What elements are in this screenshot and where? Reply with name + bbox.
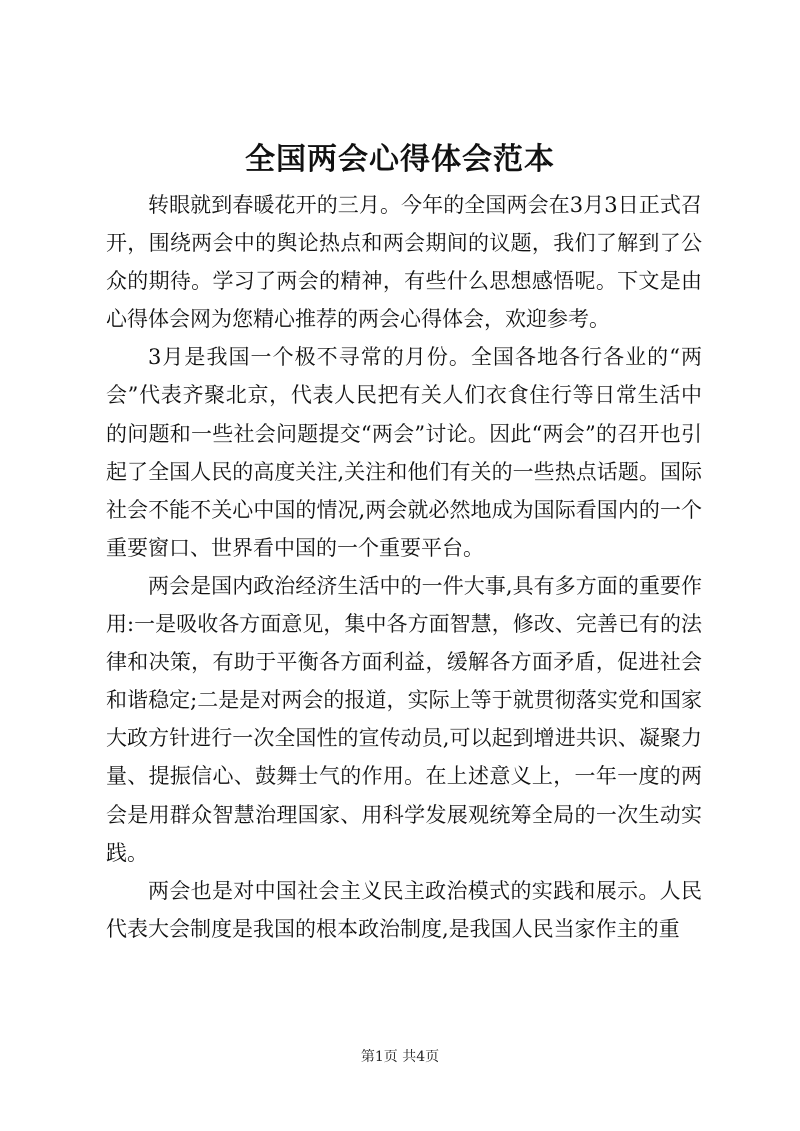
page-number-footer: 第1页 共4页 — [360, 1049, 440, 1065]
paragraph-3: 两会是国内政治经济生活中的一件大事,具有多方面的重要作用:一是吸收各方面意见，集中各方面智慧，修改、完善已有的法律和决策，有助于平衡各方面利益，缓解各方面矛盾，促进社会和谐稳定;二是是对两会的报道，实际上等于就贯彻落实党和国家大政方针进行一次全国性的宣传动员,可以起到增进共识、凝聚力量、提振信心、鼓舞士气的作用。在上述意义上，一年一度的两会是用群众智慧治理国家、用科学发展观统筹全局的一次生动实践。 — [106, 573, 702, 865]
paragraph-1: 转眼就到春暖花开的三月。今年的全国两会在3月3日正式召开，围绕两会中的舆论热点和两会期间的议题，我们了解到了公众的期待。学习了两会的精神，有些什么思想感悟呢。下文是由心得体会网为您精心推荐的两会心得体会，欢迎参考。 — [106, 193, 702, 332]
page-title: 全国两会心得体会范本 — [245, 142, 555, 177]
document-body — [106, 186, 702, 948]
paragraph-4: 两会也是对中国社会主义民主政治模式的实践和展示。人民代表大会制度是我国的根本政治制度,是我国人民当家作主的重 — [106, 878, 702, 941]
paragraph-2: 3月是我国一个极不寻常的月份。全国各地各行各业的“两会”代表齐聚北京，代表人民把有关人们衣食住行等日常生活中的问题和一些社会问题提交“两会”讨论。因此“两会”的召开也引起了全国人民的高度关注,关注和他们有关的一些热点话题。国际社会不能不关心中国的情况,两会就必然地成为国际看国内的一个重要窗口、世界看中国的一个重要平台。 — [106, 345, 702, 560]
